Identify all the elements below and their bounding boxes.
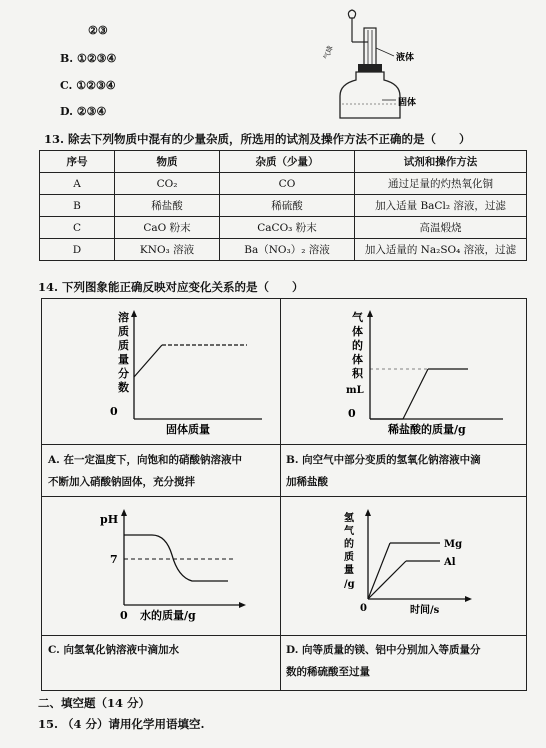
cell: CO (220, 173, 355, 195)
graph-d-origin: 0 (360, 603, 367, 614)
option-d: D. ②③④ (60, 105, 107, 118)
header-cell: 试剂和操作方法 (355, 151, 527, 173)
graph-a (82, 307, 272, 437)
graph-b (318, 307, 518, 437)
graph-d-yunit: /g (344, 579, 355, 590)
balloon-icon (348, 10, 355, 18)
stopper (358, 64, 382, 72)
q14-graph-grid (41, 298, 527, 691)
cell: 稀硫酸 (220, 195, 355, 217)
graph-b-ylabel: 气体的 体积 (352, 311, 363, 380)
caption-b-line2: 加稀盐酸 (286, 476, 328, 488)
graph-d-al-rise (368, 561, 406, 599)
caption-a-line2: 不断加入硝酸钠固体，充分搅拌 (48, 476, 195, 488)
cell: 加入适量的 Na₂SO₄ 溶液，过滤 (355, 239, 527, 261)
graph-b-rise (403, 369, 428, 419)
header-cell: 序号 (40, 151, 115, 173)
header-cell: 杂质（少量） (220, 151, 355, 173)
graph-a-origin: 0 (110, 405, 118, 418)
graph-d-ylabel: 氢气的 质量 (344, 513, 354, 576)
cell: Ba（NO₃）₂ 溶液 (220, 239, 355, 261)
table-row (40, 173, 527, 195)
header-cell: 物质 (115, 151, 220, 173)
q13-title: 13. 除去下列物质中混有的少量杂质，所选用的试剂及操作方法不正确的是（ ） (44, 132, 471, 146)
option-b: B. ①②③④ (60, 52, 117, 65)
cell: KNO₃ 溶液 (115, 239, 220, 261)
q14-title: 14. 下列图象能正确反映对应变化关系的是（ ） (38, 280, 304, 294)
solid-label: 固体 (398, 98, 417, 108)
caption-c: C. 向氢氧化钠溶液中滴加水 (48, 644, 179, 656)
cell: 高温煅烧 (355, 217, 527, 239)
caption-b-line1: B. 向空气中部分变质的氢氧化钠溶液中滴 (286, 454, 481, 466)
graph-a-rise (134, 345, 162, 377)
table-row (40, 195, 527, 217)
graph-b-origin: 0 (348, 407, 356, 420)
caption-a-line1: A. 在一定温度下，向饱和的硝酸钠溶液中 (48, 454, 242, 466)
q15-prompt: 15. （4 分）请用化学用语填空. (38, 717, 205, 731)
cell: D (40, 239, 115, 261)
option-c: C. ①②③④ (60, 79, 116, 92)
cell: B (40, 195, 115, 217)
graph-c-origin: 0 (120, 609, 128, 622)
graph-c-curve (124, 535, 228, 581)
graph-a-xlabel: 固体质量 (166, 423, 210, 436)
caption-d-line2: 数的稀硫酸至过量 (286, 666, 370, 678)
graph-b-yunit: mL (346, 385, 364, 396)
graph-a-ylabel: 溶质质 量分数 (118, 311, 129, 394)
graph-c-xlabel: 水的质量/g (140, 609, 196, 622)
table-row (40, 239, 527, 261)
cell: 通过足量的灼热氧化铜 (355, 173, 527, 195)
graph-c (80, 505, 270, 625)
section-2-title: 二、填空题（14 分） (38, 696, 151, 710)
balloon-label: 气球 (322, 44, 335, 61)
cell: 稀盐酸 (115, 195, 220, 217)
graph-c-ylabel: pH (100, 513, 119, 526)
cell: C (40, 217, 115, 239)
graph-d-xlabel: 时间/s (410, 605, 440, 616)
graph-b-xlabel: 稀盐酸的质量/g (388, 423, 466, 436)
cell: 加入适量 BaCl₂ 溶液，过滤 (355, 195, 527, 217)
option-fragment: ②③ (88, 24, 108, 37)
liquid-label: 液体 (396, 53, 415, 63)
funnel-tube (364, 28, 376, 68)
table-row (40, 217, 527, 239)
caption-d-line1: D. 向等质量的镁、铝中分别加入等质量分 (286, 644, 481, 656)
cell: A (40, 173, 115, 195)
apparatus-figure (322, 8, 432, 123)
flask (340, 72, 400, 118)
cell: CaO 粉末 (115, 217, 220, 239)
q13-table (39, 150, 527, 261)
graph-d-mg-rise (368, 543, 390, 599)
graph-c-tick-7: 7 (110, 553, 118, 566)
cell: CO₂ (115, 173, 220, 195)
graph-d-series-mg: Mg (444, 539, 463, 550)
cell: CaCO₃ 粉末 (220, 217, 355, 239)
graph-d (328, 505, 518, 625)
graph-d-series-al: Al (444, 557, 456, 568)
